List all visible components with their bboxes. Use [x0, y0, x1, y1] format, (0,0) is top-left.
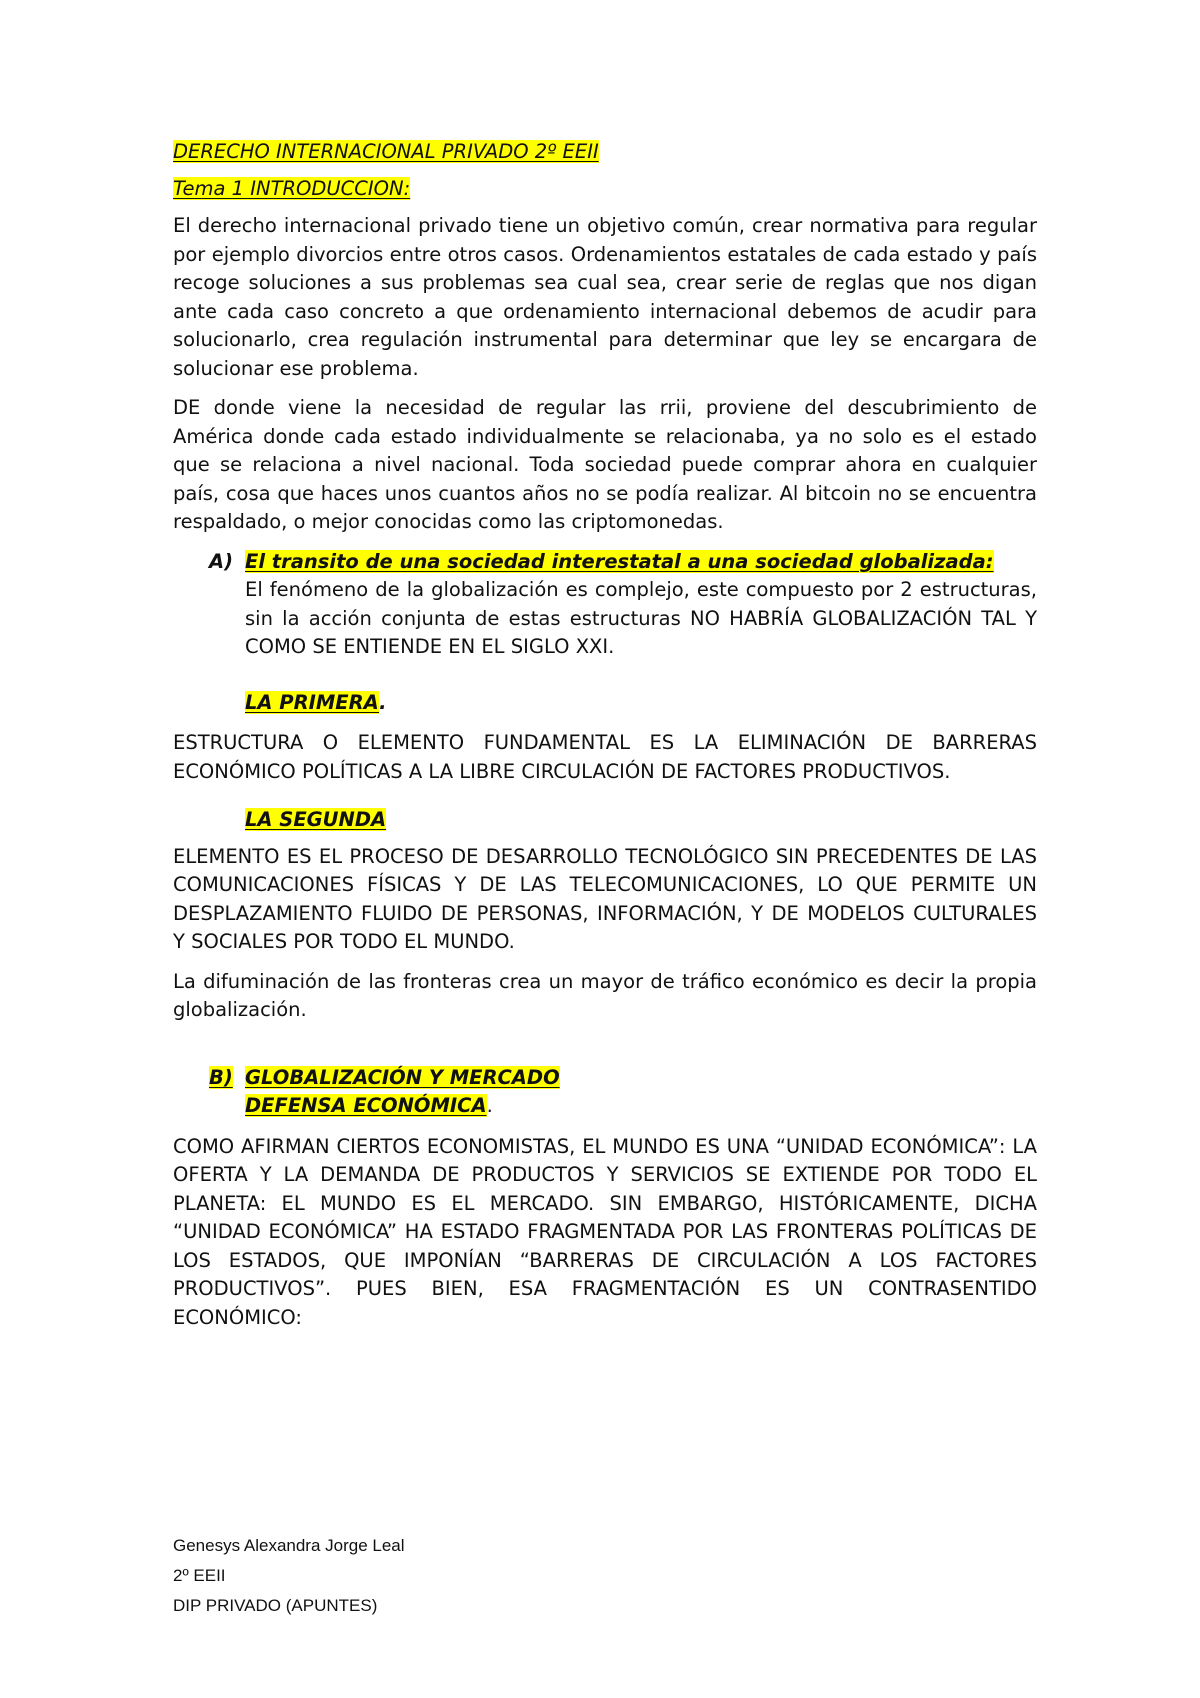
spacer [173, 1036, 1037, 1064]
segunda-text: ELEMENTO ES EL PROCESO DE DESARROLLO TECNOLÓGICO SIN PRECEDENTES DE LAS COMUNICACIONES FÍSICAS Y DE LAS TELECOMUNICACIONES, LO QUE PERMITE UN DESPLAZAMIENTO FLUIDO DE PERSONAS, INFORMACIÓN, Y DE MODELOS CULTURALES Y SOCIALES POR TODO EL MUNDO. [173, 844, 1037, 953]
section-b-heading-line-2-text: DEFENSA ECONÓMICA [245, 1094, 487, 1117]
section-a-heading-text: El transito de una sociedad interestatal a una sociedad globalizada: [245, 549, 994, 573]
primera-text: ESTRUCTURA O ELEMENTO FUNDAMENTAL ES LA ELIMINACIÓN DE BARRERAS ECONÓMICO POLÍTICAS A LA LIBRE CIRCULACIÓN DE FACTORES PRODUCTIVOS. [173, 731, 1037, 783]
section-b-heading-line-1-text: GLOBALIZACIÓN Y MERCADO [245, 1065, 560, 1089]
document-title-text: DERECHO INTERNACIONAL PRIVADO 2º EEII [173, 140, 599, 163]
primera-heading [245, 689, 1037, 718]
document-title [173, 138, 1037, 166]
section-b-letter [173, 1064, 245, 1121]
section-a-text: El fenómeno de la globalización es complejo, este compuesto por 2 estructuras, sin la acción conjunta de estas estructuras NO HABRÍA GLOBALIZACIÓN TAL Y COMO SE ENTIENDE EN EL SIGLO XXI. [245, 578, 1037, 658]
topic-heading-text: Tema 1 INTRODUCCION: [173, 177, 411, 200]
primera-label: LA PRIMERA [245, 690, 380, 714]
document-page [173, 138, 1037, 1343]
segunda-heading [245, 806, 1037, 835]
section-a-heading [245, 548, 1037, 577]
history-paragraph: DE donde viene la necesidad de regular las rrii, proviene del descubrimiento de América donde cada estado individualmente se relacionaba, ya no solo es el estado que se relaciona a nivel nacional. Toda sociedad puede comprar ahora en cualquier país, cosa que haces unos cuantos años no se podía realizar. Al bitcoin no se encuentra respaldado, o mejor conocidas como las criptomonedas. [173, 396, 1037, 533]
footer-author: Genesys Alexandra Jorge Leal [173, 1536, 405, 1555]
primera-dot: . [379, 690, 387, 714]
spacer [173, 1121, 1037, 1133]
section-a-letter: A) [209, 549, 234, 573]
borders-paragraph: La difuminación de las fronteras crea un mayor de tráfico económico es decir la propia globalización. [173, 969, 1037, 1021]
page-footer [173, 1531, 405, 1621]
section-a [173, 548, 1037, 662]
section-b-dot: . [486, 1094, 493, 1117]
topic-heading [173, 175, 1037, 203]
section-b [173, 1064, 1037, 1121]
footer-course: 2º EEII [173, 1566, 226, 1585]
section-b-letter-text: B) [209, 1065, 233, 1089]
footer-subject: DIP PRIVADO (APUNTES) [173, 1596, 378, 1615]
intro-paragraph: El derecho internacional privado tiene un objetivo común, crear normativa para regular por ejemplo divorcios entre otros casos. Ordenamientos estatales de cada estado y país recoge soluciones a sus problemas sea cual sea, crear serie de reglas que nos digan ante cada caso concreto a que ordenamiento internacional debemos de acudir para solucionarlo, crea regulación instrumental para determinar que ley se encargara de solucionar ese problema. [173, 214, 1037, 380]
economy-paragraph: COMO AFIRMAN CIERTOS ECONOMISTAS, EL MUNDO ES UNA “UNIDAD ECONÓMICA”: LA OFERTA Y LA DEMANDA DE PRODUCTOS Y SERVICIOS SE EXTIENDE POR TODO EL PLANETA: EL MUNDO ES EL MERCADO. SIN EMBARGO, HISTÓRICAMENTE, DICHA “UNIDAD ECONÓMICA” HA ESTADO FRAGMENTADA POR LAS FRONTERAS POLÍTICAS DE LOS ESTADOS, QUE IMPONÍAN “BARRERAS DE CIRCULACIÓN A LOS FACTORES PRODUCTIVOS”. PUES BIEN, ESA FRAGMENTACIÓN ES UN CONTRASENTIDO ECONÓMICO: [173, 1134, 1037, 1329]
section-a-body [245, 548, 1037, 662]
section-b-heading-line-1 [245, 1064, 1037, 1093]
section-b-heading-line-2 [245, 1092, 1037, 1121]
section-b-body [245, 1064, 1037, 1121]
segunda-label: LA SEGUNDA [245, 808, 387, 831]
